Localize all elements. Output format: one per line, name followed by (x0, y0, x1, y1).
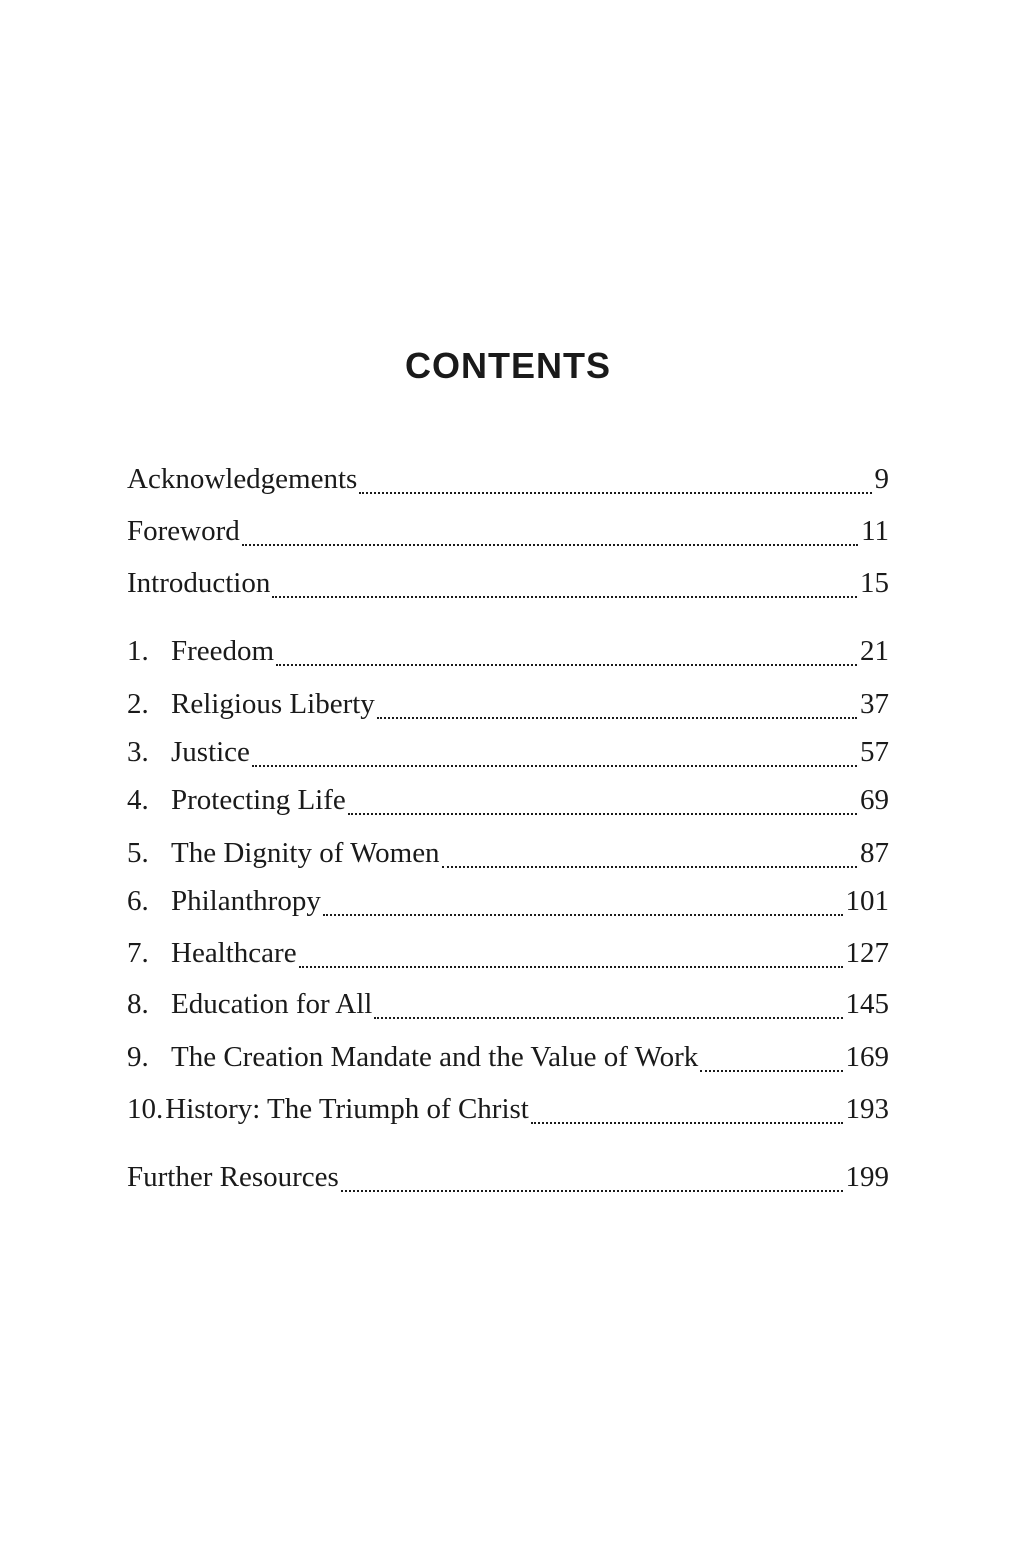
toc-entry-foreword[interactable] (127, 515, 889, 555)
toc-entry-chapter-5[interactable] (127, 837, 889, 877)
toc-entry-label: Introduction (127, 567, 271, 599)
toc-entry-label: Further Resources (127, 1161, 339, 1193)
chapter-number: 2. (127, 688, 149, 720)
dot-leader (242, 515, 858, 555)
chapter-number: 3. (127, 736, 149, 768)
dot-leader (348, 784, 857, 824)
toc-entry-chapter-4[interactable] (127, 784, 889, 824)
toc-entry-chapter-1[interactable] (127, 635, 889, 675)
toc-entry-label: Acknowledgements (127, 463, 358, 495)
dot-leader (442, 837, 857, 877)
chapter-number: 7. (127, 937, 149, 969)
toc-page-number: 37 (860, 688, 889, 720)
toc-page-number: 11 (861, 515, 889, 547)
chapter-number: 5. (127, 837, 149, 869)
toc-entry-chapter-10[interactable] (127, 1093, 889, 1133)
dot-leader (272, 567, 857, 607)
toc-entry-chapter-9[interactable] (127, 1041, 889, 1081)
chapter-number: 6. (127, 885, 149, 917)
toc-page-number: 193 (845, 1093, 889, 1125)
toc-page-number: 87 (860, 837, 889, 869)
chapter-number: 8. (127, 988, 149, 1020)
toc-entry-label: Education for All (171, 988, 373, 1020)
toc-page-number: 9 (874, 463, 889, 495)
toc-page-number: 199 (845, 1161, 889, 1193)
toc-entry-label: Protecting Life (171, 784, 346, 816)
toc-entry-label: Foreword (127, 515, 240, 547)
toc-page-number: 15 (860, 567, 889, 599)
toc-page-number: 127 (845, 937, 889, 969)
toc-entry-label: Healthcare (171, 937, 297, 969)
toc-entry-acknowledgements[interactable] (127, 463, 889, 503)
dot-leader (276, 635, 857, 675)
dot-leader (323, 885, 843, 925)
toc-entry-label: History: The Triumph of Christ (165, 1093, 529, 1125)
dot-leader (299, 937, 843, 977)
dot-leader (531, 1093, 843, 1133)
dot-leader (252, 736, 857, 776)
dot-leader (700, 1041, 842, 1081)
toc-entry-introduction[interactable] (127, 567, 889, 607)
toc-entry-label: Justice (171, 736, 250, 768)
toc-entry-further-resources[interactable] (127, 1161, 889, 1201)
toc-entry-chapter-6[interactable] (127, 885, 889, 925)
toc-page-number: 21 (860, 635, 889, 667)
dot-leader (341, 1161, 843, 1201)
toc-entry-chapter-3[interactable] (127, 736, 889, 776)
toc-entry-label: Freedom (171, 635, 275, 667)
chapter-number: 9. (127, 1041, 149, 1073)
toc-entry-chapter-2[interactable] (127, 688, 889, 728)
chapter-number: 10. (127, 1093, 164, 1125)
chapter-number: 1. (127, 635, 149, 667)
toc-page-number: 145 (845, 988, 889, 1020)
toc-entry-label: Philanthropy (171, 885, 321, 917)
toc-entry-chapter-8[interactable] (127, 988, 889, 1028)
chapter-number: 4. (127, 784, 149, 816)
toc-entry-label: The Creation Mandate and the Value of Work (171, 1041, 699, 1073)
toc-page-number: 101 (845, 885, 889, 917)
toc-page-number: 69 (860, 784, 889, 816)
dot-leader (377, 688, 857, 728)
dot-leader (359, 463, 871, 503)
dot-leader (374, 988, 842, 1028)
toc-entry-label: Religious Liberty (171, 688, 375, 720)
toc-page-number: 169 (845, 1041, 889, 1073)
contents-heading: CONTENTS (405, 345, 611, 386)
toc-entry-chapter-7[interactable] (127, 937, 889, 977)
toc-page-number: 57 (860, 736, 889, 768)
toc-entry-label: The Dignity of Women (171, 837, 440, 869)
